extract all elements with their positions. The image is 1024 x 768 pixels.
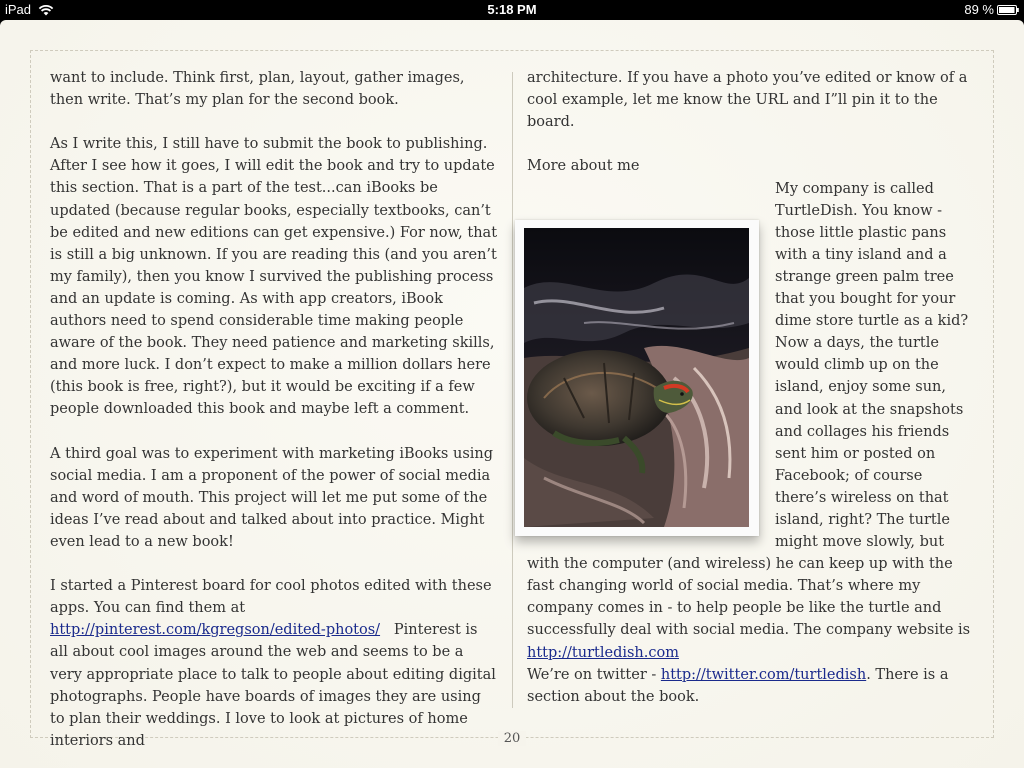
- right-column: [527, 67, 975, 730]
- page-number: 20: [0, 731, 1024, 746]
- clock: 5:18 PM: [487, 2, 537, 17]
- status-bar: [0, 0, 1024, 20]
- paragraph-text: We’re on twitter -: [527, 666, 661, 683]
- paragraph-text: I started a Pinterest board for cool photos edited with these apps. You can find them at: [50, 578, 492, 617]
- section-heading: More about me: [527, 158, 640, 175]
- pinterest-link[interactable]: http://pinterest.com/kgregson/edited-photos/: [50, 622, 381, 639]
- website-link[interactable]: http://turtledish.com: [527, 644, 679, 661]
- paragraph: [50, 575, 501, 752]
- column-divider: [512, 72, 513, 708]
- paragraph: architecture. If you have a photo you’ve edited or know of a cool example, let me know the URL and I”ll pin it to the board.: [527, 70, 968, 131]
- battery-percent: 89 %: [964, 2, 994, 17]
- paragraph-text: Pinterest is all about cool images around the web and seems to be a very appropriate place to talk to people about editing digital photographs. People have boards of images they are using to plan their weddings. I love to look at pictures of home interiors and: [50, 622, 501, 749]
- paragraph: A third goal was to experiment with marketing iBooks using social media. I am a proponent of the power of social media and word of mouth. This project will let me put some of the ideas I’ve read about and talked about into practice. Might even lead to a new book!: [50, 445, 494, 550]
- book-page[interactable]: [0, 20, 1024, 768]
- paragraph: want to include. Think first, plan, layout, gather images, then write. That’s my plan for the second book.: [50, 70, 465, 109]
- turtle-photo[interactable]: [515, 220, 759, 536]
- twitter-link[interactable]: http://twitter.com/turtledish: [660, 666, 867, 683]
- device-label: iPad: [5, 2, 32, 17]
- paragraph: [527, 664, 975, 708]
- paragraph-text: My company is called TurtleDish. You know - those little plastic pans with a tiny island and a strange green palm tree that you bought for your dime store turtle as a kid? Now a days, the turtle would climb up on the island, enjoy some sun, and look at the snapshots and collages his friends sent him or posted on Facebook; of course there’s wireless on that island, right? The turtle might move slowly, but with the computer (and wireless) he can keep up with the fast changing world of social media. That’s where my company comes in - to help people be like the turtle and successfully deal with social media. The company website is: [527, 180, 971, 639]
- paragraph-text: . There is a section about the book.: [527, 666, 949, 705]
- paragraph: As I write this, I still have to submit the book to publishing. After I see how it goes, I will edit the book and try to update this section. That is a part of the test...can iBooks be updated (because regular books, especially textbooks, can’t be edited and new editions can get expensive.) For now, that is still a big unknown. If you are reading this (and you aren’t my family), then you know I survived the publishing process and an update is coming. As with app creators, iBook authors need to spend considerable time making people aware of the book. They need patience and marketing skills, and more luck. I don’t expect to make a million dollars here (this book is free, right?), but it would be exciting if a few people downloaded this book and maybe left a comment.: [50, 136, 498, 418]
- turtle-image: [524, 228, 749, 527]
- left-column: [50, 67, 501, 768]
- battery-icon: [997, 5, 1019, 15]
